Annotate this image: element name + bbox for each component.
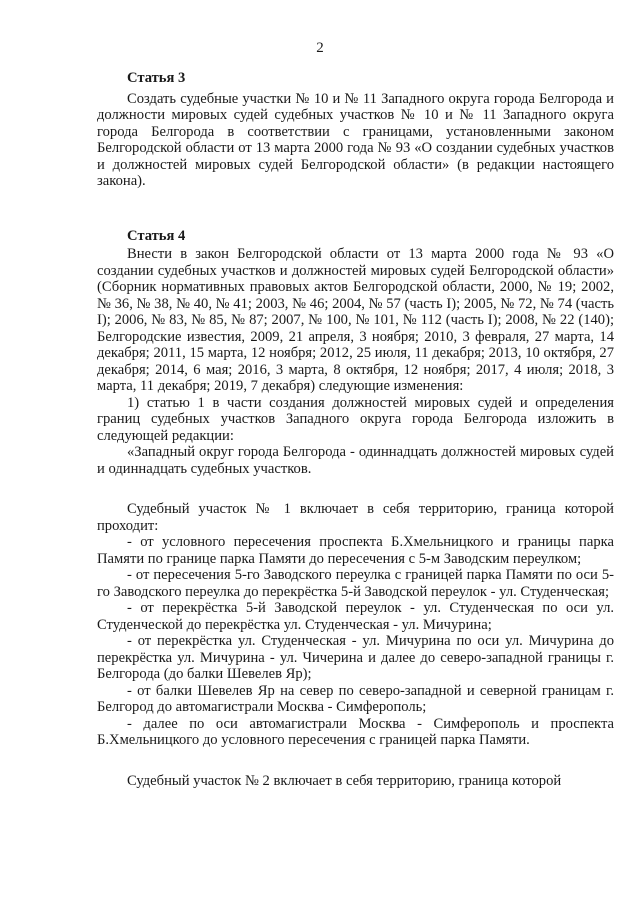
plot-1-boundary-item: - от балки Шевелев Яр на север по северо-западной и северной границам г. Белгород до автомагистрали Москва - Симферополь;	[97, 682, 614, 715]
plot-1-boundary-item: - от пересечения 5-го Заводского переулка с границей парка Памяти по оси 5-го Заводского переулка до перекрёстка 5-й Заводской переулок - ул. Студенческая;	[97, 567, 614, 600]
plot-2-intro: Судебный участок № 2 включает в себя территорию, граница которой	[127, 772, 562, 789]
spacer	[97, 749, 614, 773]
plot-1-boundary-item: - от перекрёстка 5-й Заводской переулок - ул. Студенческая по оси ул. Студенческой до перекрёстка ул. Студенческая - ул. Мичурина;	[97, 600, 614, 633]
article-4-item-1: 1) статью 1 в части создания должностей мировых судей и определения границ судебных участков Западного округа города Белгорода изложить в следующей редакции:	[97, 394, 614, 444]
page-number: 2	[316, 40, 324, 56]
plot-1-intro: Судебный участок № 1 включает в себя территорию, граница которой проходит:	[97, 501, 614, 534]
article-4-heading: Статья 4	[127, 227, 186, 244]
article-3-heading: Статья 3	[127, 70, 186, 86]
plot-1-boundary-item: - далее по оси автомагистрали Москва - Симферополь и проспекта Б.Хмельницкого до условного пересечения с границей парка Памяти.	[97, 715, 614, 748]
spacer	[97, 477, 614, 501]
plot-1-boundary-item: - от перекрёстка ул. Студенческая - ул. Мичурина по оси ул. Мичурина до перекрёстка ул. Мичурина - ул. Чичерина и далее до северо-западной границы г. Белгорода (до балки Шевелев Яр);	[97, 633, 614, 682]
spacer	[97, 190, 614, 228]
plot-1-boundary-item: - от условного пересечения проспекта Б.Хмельницкого и границы парка Памяти по границе парка Памяти до пересечения с 5-м Заводским переулком;	[97, 534, 614, 567]
article-4-quote: «Западный округ города Белгорода - одиннадцать должностей мировых судей и одиннадцать судебных участков.	[97, 444, 614, 477]
article-4-intro: Внести в закон Белгородской области от 13 марта 2000 года № 93 «О создании судебных участков и должностей мировых судей Белгородской области» (Сборник нормативных правовых актов Белгородской области, 2000, № 19; 2002, № 36, № 38, № 40, № 41; 2003, № 46; 2004, № 57 (часть I); 2005, № 72, № 74 (часть I); 2006, № 83, № 85, № 87; 2007, № 100, № 101, № 112 (часть I); 2008, № 22 (140); Белгородские известия, 2009, 21 апреля, 3 ноября; 2010, 3 февраля, 27 марта, 14 декабря; 2011, 15 марта, 12 ноября; 2012, 25 июля, 11 декабря; 2013, 10 октября, 27 декабря; 2014, 6 мая; 2016, 3 марта, 8 октября, 12 ноября; 2017, 4 июля; 2018, 3 марта, 11 декабря; 2019, 7 декабря) следующие изменения:	[97, 246, 614, 394]
article-3-text: Создать судебные участки № 10 и № 11 Западного округа города Белгорода и должности мировых судей судебных участков № 10 и № 11 Западного округа города Белгорода в соответствии с границами, установленными законом Белгородской области от 13 марта 2000 года № 93 «О создании судебных участков и должностей мировых судей Белгородской области» (в редакции настоящего закона).	[97, 90, 614, 189]
document-body	[97, 70, 614, 789]
